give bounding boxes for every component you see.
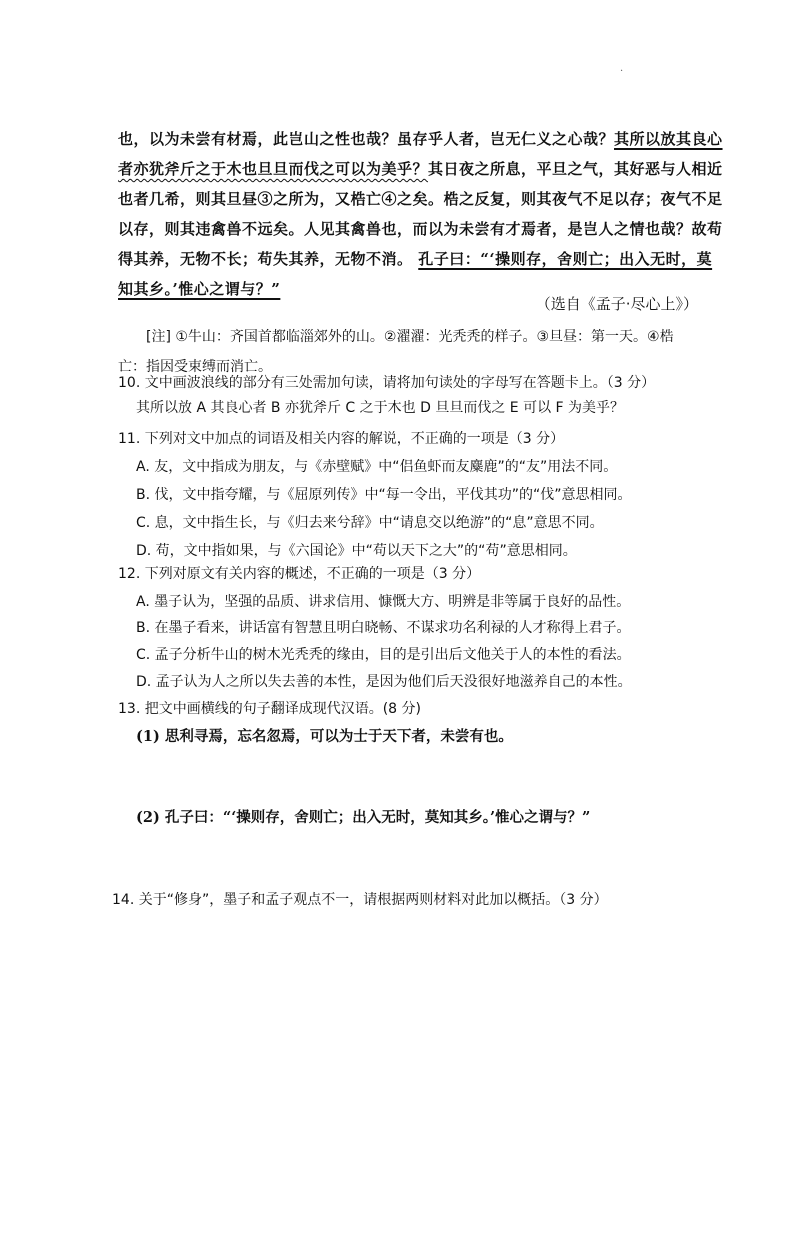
note-line: 亡：指因受束缚而消亡。 (118, 359, 272, 375)
scan-speck: · (620, 66, 624, 77)
underlined-sentence: 其所以放其良心 (614, 130, 723, 148)
question-14-stem: 14. 关于“修身”，墨子和孟子观点不一，请根据两则材料对此加以概括。（3 分） (112, 892, 608, 908)
note-line: [注] ①牛山：齐国首都临淄郊外的山。②濯濯：光秃秃的样子。③旦昼：第一天。④梏 (146, 329, 674, 345)
question-11-stem: 11. 下列对文中加点的词语及相关内容的解说，不正确的一项是（3 分） (118, 431, 565, 447)
passage-line (118, 124, 723, 154)
passage-text: 其日夜之所息，平旦之气，其好恶与人相近 (428, 160, 723, 178)
question-11-option-a: A. 友，文中指成为朋友，与《赤壁赋》中“侣鱼虾而友麋鹿”的“友”用法不同。 (136, 459, 618, 475)
question-13-stem: 13. 把文中画横线的句子翻译成现代汉语。(8 分) (118, 701, 421, 717)
underlined-sentence: 知其乡。’惟心之谓与？” (118, 280, 281, 298)
wavy-underlined-sentence: 者亦犹斧斤之于木也旦旦而伐之可以为美乎？ (118, 160, 429, 178)
question-11-option-c: C. 息，文中指生长，与《归去来兮辞》中“请息交以绝游”的“息”意思不同。 (136, 515, 604, 531)
passage-line (118, 154, 723, 184)
passage-text: 也，以为未尝有材焉，此岂山之性也哉？虽存乎人者，岂无仁义之心哉？ (118, 130, 615, 148)
underlined-sentence: 孔子曰：“‘操则存，舍则亡；出入无时，莫 (418, 250, 713, 268)
question-11-option-b: B. 伐，文中指夸耀，与《屈原列传》中“每一令出，平伐其功”的“伐”意思相同。 (136, 487, 632, 503)
passage-line: 以存，则其违禽兽不远矣。人见其禽兽也，而以为未尝有才焉者，是岂人之情也哉？故苟 (118, 220, 723, 238)
question-12-option-d: D. 孟子认为人之所以失去善的本性，是因为他们后天没很好地滋养自己的本性。 (136, 674, 632, 690)
question-13-sub-1: (1) 思利寻焉，忘名忽焉，可以为士于天下者，未尝有也。 (136, 728, 513, 745)
question-12-option-a: A. 墨子认为，坚强的品质、讲求信用、慷慨大方、明辨是非等属于良好的品性。 (136, 594, 631, 610)
question-13-sub-2: (2) 孔子曰：“‘操则存，舍则亡；出入无时，莫知其乡。’惟心之谓与？” (136, 809, 591, 826)
question-10-text: 其所以放 A 其良心者 B 亦犹斧斤 C 之于木也 D 旦旦而伐之 E 可以 F 为美乎？ (136, 400, 625, 416)
question-12-option-c: C. 孟子分析牛山的树木光秃秃的缘由，目的是引出后文他关于人的本性的看法。 (136, 647, 631, 663)
question-10-stem: 10. 文中画波浪线的部分有三处需加句读，请将加句读处的字母写在答题卡上。（3 分） (118, 375, 656, 391)
passage-text: 得其养，无物不长；苟失其养，无物不消。 (118, 250, 413, 268)
source-citation: （选自《孟子·尽心上》） (535, 295, 698, 313)
question-12-stem: 12. 下列对原文有关内容的概述，不正确的一项是（3 分） (118, 566, 481, 582)
passage-line: 也者几希，则其旦昼③之所为，又梏亡④之矣。梏之反复，则其夜气不足以存；夜气不足 (118, 190, 723, 208)
passage (118, 124, 723, 304)
passage-line (118, 244, 713, 274)
question-12-option-b: B. 在墨子看来，讲话富有智慧且明白晓畅、不谋求功名利禄的人才称得上君子。 (136, 620, 631, 636)
question-11-option-d: D. 苟，文中指如果，与《六国论》中“苟以天下之大”的“苟”意思相同。 (136, 543, 577, 559)
